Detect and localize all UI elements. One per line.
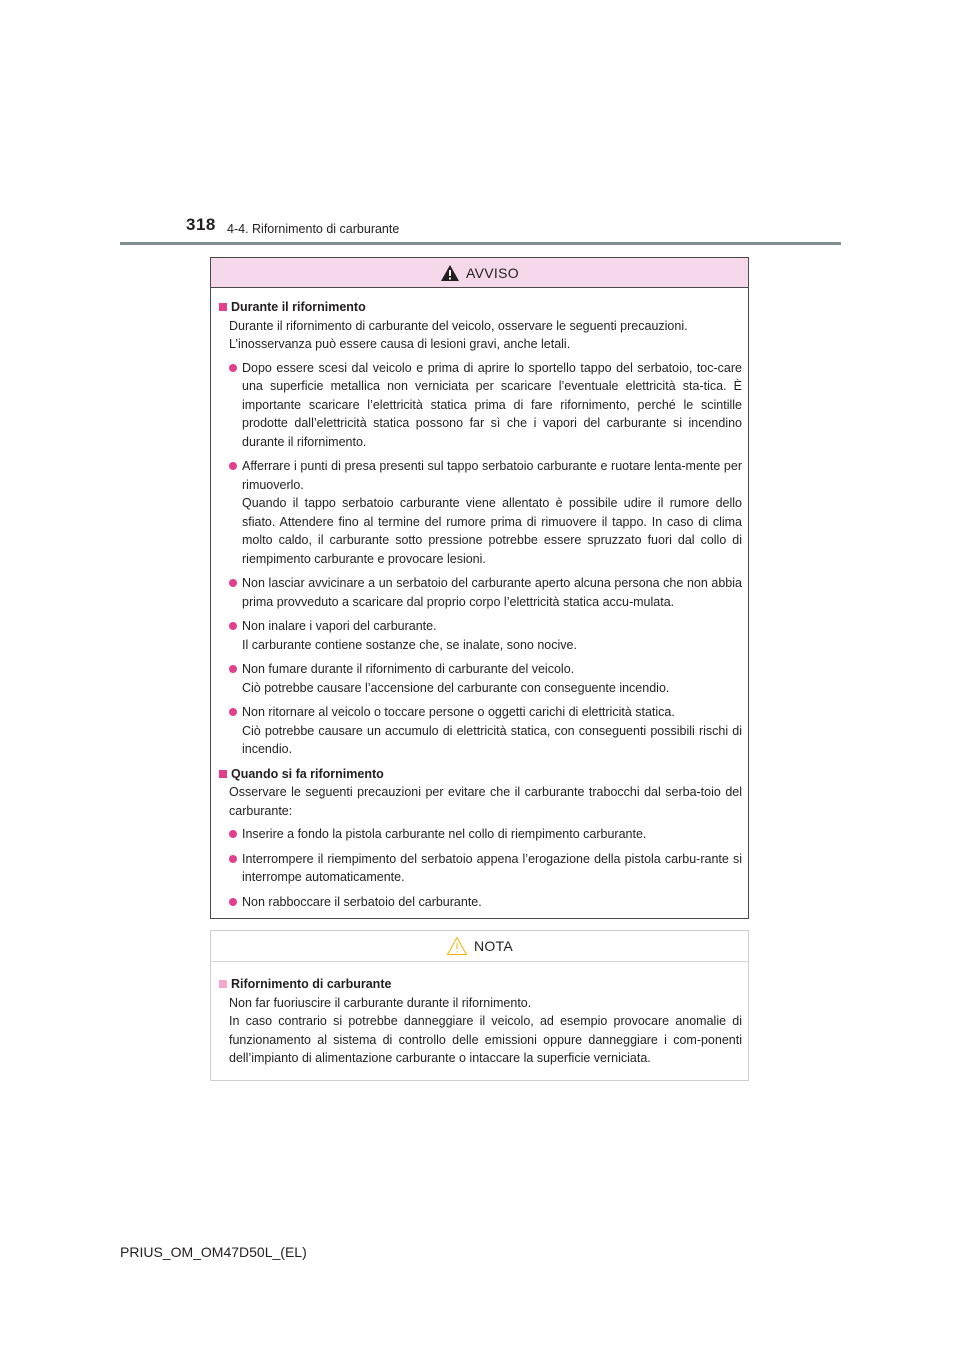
bullet-text [242,574,742,611]
bullet-text [242,359,742,452]
round-bullet-icon [229,364,237,372]
bullet-text [242,703,742,759]
warning-box-header [211,258,748,288]
notice-box-title: NOTA [473,938,514,954]
bullet-line: Interrompere il riempimento del serbatoio appena l’erogazione della pistola carbu-rante si interrompe automaticamente. [242,851,742,884]
round-bullet-icon [229,898,237,906]
header-rule [120,242,841,245]
section-heading-text: Quando si fa rifornimento [231,766,384,781]
square-bullet-icon [219,770,227,778]
bullet-text [242,617,742,654]
notice-box-header [211,931,748,962]
notice-box [210,930,749,1081]
bullet-item [218,703,742,759]
bullet-item [218,457,742,568]
page-number: 318 [186,215,216,234]
bullet-line: Afferrare i punti di presa presenti sul tappo serbatoio carburante e ruotare lenta-mente per rimuoverlo. [242,459,742,492]
section-heading-text: Rifornimento di carburante [231,977,392,991]
bullet-item [218,893,742,912]
bullet-item [218,574,742,611]
section-intro [218,994,742,1068]
bullet-line: Quando il tappo serbatoio carburante viene allentato è possibile udire il rumore dello sfiato. Attendere fino al termine del rumore prima di rimuovere il tappo. In caso di clima molto caldo, il carburante sotto pressione potrebbe essere spruzzato fuori dal collo di riempimento carburante e provocare lesioni. [242,496,742,566]
intro-line: Durante il rifornimento di carburante del veicolo, osservare le seguenti precauzioni. [229,318,688,333]
intro-line: In caso contrario si potrebbe danneggiare il veicolo, ad esempio provocare anomalie di funzionamento al sistema di controllo delle emissioni oppure danneggiare i com-ponenti dell’impianto di alimentazione carburante o intaccare la superficie verniciata. [229,1014,742,1065]
section-heading-text: Durante il rifornimento [231,300,366,314]
square-bullet-icon [219,303,227,311]
square-bullet-icon [219,980,227,988]
bullet-item [218,359,742,452]
intro-line: L’inosservanza può essere causa di lesioni gravi, anche letali. [229,337,571,351]
intro-line: Osservare le seguenti precauzioni per evitare che il carburante trabocchi dal serba-toio del carburante: [229,785,742,818]
round-bullet-icon [229,579,237,587]
round-bullet-icon [229,830,237,838]
footer-code: PRIUS_OM_OM47D50L_(EL) [120,1244,307,1260]
section-intro [218,317,742,354]
section-heading [218,975,742,994]
bullet-text [242,850,742,887]
bullet-item [218,850,742,887]
bullet-text [242,457,742,568]
intro-line: Non far fuoriuscire il carburante durante il rifornimento. [229,995,532,1010]
bullet-line: Inserire a fondo la pistola carburante nel collo di riempimento carburante. [242,827,647,841]
bullet-line: Non lasciar avvicinare a un serbatoio del carburante aperto alcuna persona che non abbia prima provveduto a scaricare dal proprio corpo l’elettricità statica accu-mulata. [242,576,742,609]
round-bullet-icon [229,665,237,673]
bullet-text [242,660,742,697]
bullet-line: Ciò potrebbe causare un accumulo di elettricità statica, con conseguenti possibili rischi di incendio. [242,723,742,756]
bullet-line: Il carburante contiene sostanze che, se inalate, sono nocive. [242,637,577,652]
bullet-item [218,825,742,844]
warning-box-body [211,288,748,911]
notice-box-body [211,962,748,1068]
bullet-item [218,617,742,654]
section-intro [218,783,742,820]
section-heading [218,765,742,784]
round-bullet-icon [229,622,237,630]
warning-box-title: AVVISO [466,264,519,281]
bullet-text [242,825,742,844]
round-bullet-icon [229,462,237,470]
bullet-text [242,893,742,912]
section-title: 4-4. Rifornimento di carburante [227,222,400,236]
bullet-line: Non inalare i vapori del carburante. [242,619,437,633]
section-heading [218,298,742,317]
warning-box [210,257,749,919]
bullet-line: Ciò potrebbe causare l’accensione del carburante con conseguente incendio. [242,680,670,695]
bullet-line: Non rabboccare il serbatoio del carburante. [242,894,482,909]
round-bullet-icon [229,855,237,863]
bullet-line: Non ritornare al veicolo o toccare persone o oggetti carichi di elettricità statica. [242,705,675,719]
round-bullet-icon [229,708,237,716]
bullet-item [218,660,742,697]
bullet-line: Dopo essere scesi dal veicolo e prima di aprire lo sportello tappo del serbatoio, toc-care una superficie metallica non verniciata per scaricare l’eventuale elettricità sta-tica. È importante scaricare l’elettricità statica prima di fare rifornimento, perché le scintille prodotte dall’elettricità statica possono far sì che i vapori del carburante si incendino durante il rifornimento. [242,360,742,449]
warning-triangle-icon [440,264,460,282]
caution-triangle-outline-icon [446,936,468,956]
bullet-line: Non fumare durante il rifornimento di carburante del veicolo. [242,662,575,676]
